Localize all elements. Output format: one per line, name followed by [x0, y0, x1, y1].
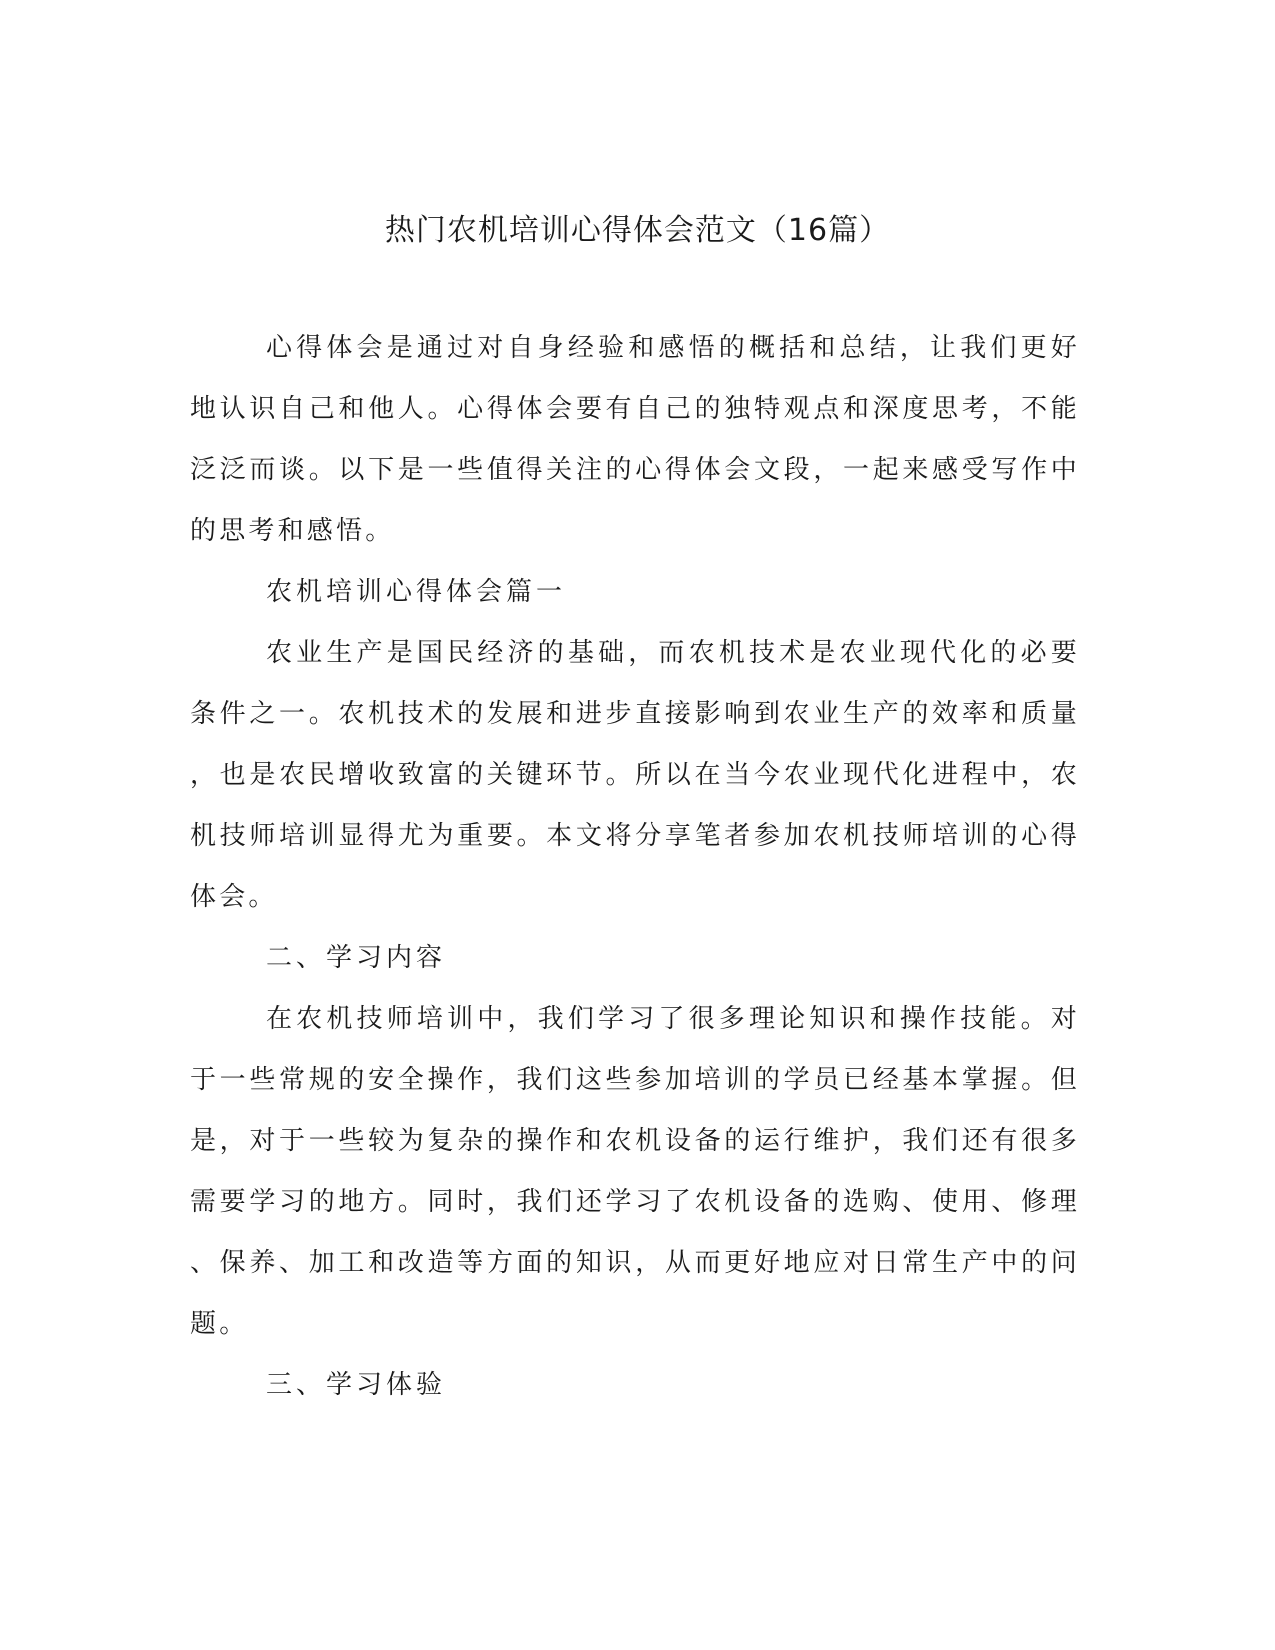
body-paragraph: 在农机技师培训中，我们学习了很多理论知识和操作技能。对于一些常规的安全操作，我们这些参加培训的学员已经基本掌握。但是，对于一些较为复杂的操作和农机设备的运行维护，我们还有很多需要学习的地方。同时，我们还学习了农机设备的选购、使用、修理、保养、加工和改造等方面的知识，从而更好地应对日常生产中的问题。: [190, 1004, 1080, 1339]
section-heading-learning-experience: 三、学习体验: [266, 1370, 447, 1400]
document-title: 热门农机培训心得体会范文（16篇）: [384, 213, 891, 248]
section-heading-part-one: 农机培训心得体会篇一: [266, 577, 567, 607]
section-heading-learning-content: 二、学习内容: [266, 943, 447, 973]
intro-paragraph: 心得体会是通过对自身经验和感悟的概括和总结，让我们更好地认识自己和他人。心得体会要有自己的独特观点和深度思考，不能泛泛而谈。以下是一些值得关注的心得体会文段，一起来感受写作中的思考和感悟。: [190, 333, 1080, 546]
document-body: [190, 318, 1080, 1416]
body-paragraph: 农业生产是国民经济的基础，而农机技术是农业现代化的必要条件之一。农机技术的发展和进步直接影响到农业生产的效率和质量，也是农民增收致富的关键环节。所以在当今农业现代化进程中，农机技师培训显得尤为重要。本文将分享笔者参加农机技师培训的心得体会。: [190, 638, 1080, 912]
